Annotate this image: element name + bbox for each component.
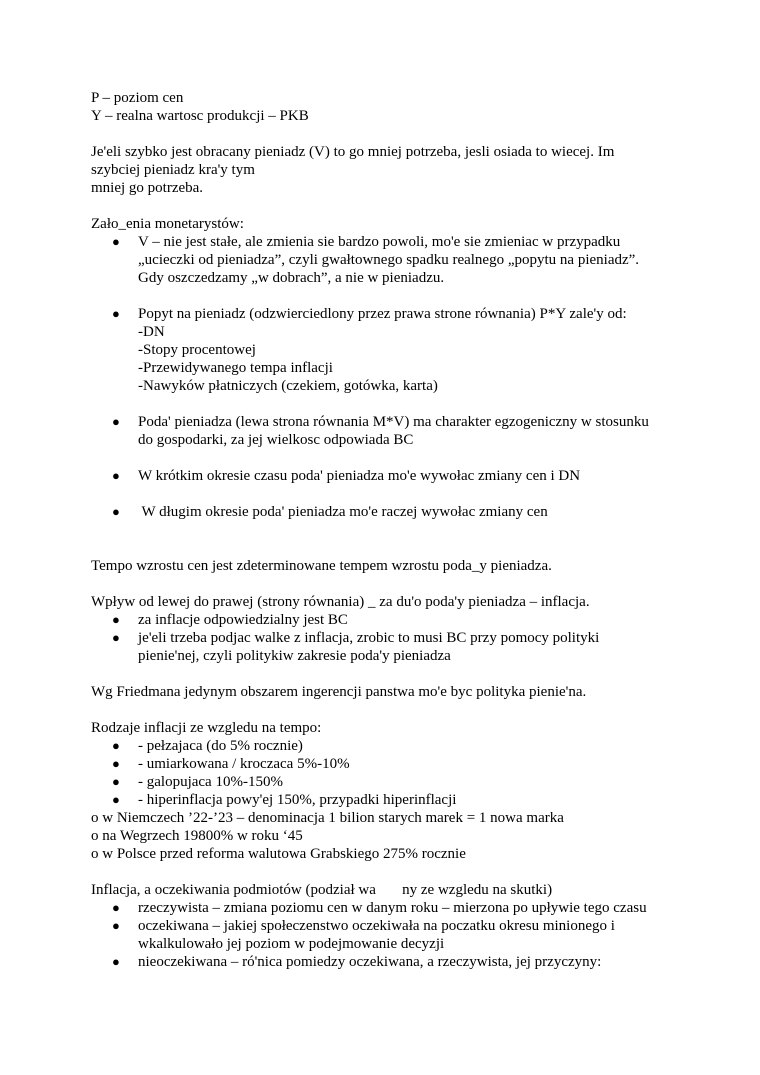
- list-item: [91, 773, 731, 791]
- section-title: Wpływ od lewej do prawej (strony równania) _ za du'o poda'y pieniadza – inflacja.: [91, 594, 590, 610]
- list-item: [91, 503, 731, 521]
- header-line: Y – realna wartosc produkcji – PKB: [91, 108, 309, 124]
- bullet-icon: ●: [112, 954, 120, 969]
- item-line: rzeczywista – zmiana poziomu cen w danym roku – mierzona po upływie tego czasu: [138, 900, 647, 916]
- section-title: Rodzaje inflacji ze wzgledu na tempo:: [91, 720, 322, 736]
- item-line: -DN: [138, 324, 165, 340]
- item-line: W krótkim okresie czasu poda' pieniadza mo'e wywołac zmiany cen i DN: [138, 468, 581, 484]
- section-title: Inflacja, a oczekiwania podmiotów (podział wa ny ze wzgledu na skutki): [91, 882, 553, 898]
- influence-list: [91, 611, 731, 665]
- bullet-icon: ●: [112, 774, 120, 789]
- bullet-icon: ●: [112, 468, 120, 483]
- case-line: o w Polsce przed reforma walutowa Grabskiego 275% rocznie: [91, 846, 466, 862]
- list-item: [91, 611, 731, 629]
- list-item: [91, 413, 731, 449]
- paragraph-line: Wg Friedmana jedynym obszarem ingerencji panstwa mo'e byc polityka pienie'na.: [91, 684, 587, 700]
- section-title: Zało_enia monetarystów:: [91, 216, 244, 232]
- bullet-icon: ●: [112, 414, 120, 429]
- case-line: o w Niemczech ’22-’23 – denominacja 1 bilion starych marek = 1 nowa marka: [91, 810, 564, 826]
- item-line: wkalkulowało jej poziom w podejmowanie decyzji: [138, 936, 445, 952]
- bullet-icon: ●: [112, 234, 120, 249]
- inflation-types-list: [91, 737, 731, 809]
- item-line: nieoczekiwana – ró'nica pomiedzy oczekiwana, a rzeczywista, jej przyczyny:: [138, 954, 602, 970]
- item-line: Gdy oszczedzamy „w dobrach”, a nie w pieniadzu.: [138, 270, 445, 286]
- item-line: Poda' pieniadza (lewa strona równania M*V) ma charakter egzogeniczny w stosunku: [138, 414, 649, 430]
- paragraph-line: szybciej pieniadz kra'y tym: [91, 162, 255, 178]
- item-line: za inflacje odpowiedzialny jest BC: [138, 612, 348, 628]
- item-line: V – nie jest stałe, ale zmienia sie bardzo powoli, mo'e sie zmieniac w przypadku: [138, 234, 621, 250]
- list-item: [91, 953, 731, 971]
- item-line: - galopujaca 10%-150%: [138, 774, 283, 790]
- list-item: [91, 305, 731, 395]
- bullet-icon: ●: [112, 306, 120, 321]
- paragraph-line: mniej go potrzeba.: [91, 180, 204, 196]
- list-item: [91, 791, 731, 809]
- list-item: [91, 755, 731, 773]
- item-line: Popyt na pieniadz (odzwierciedlony przez prawa strone równania) P*Y zale'y od:: [138, 306, 627, 322]
- item-line: -Przewidywanego tempa inflacji: [138, 360, 333, 376]
- item-line: oczekiwana – jakiej społeczenstwo oczekiwała na poczatku okresu minionego i: [138, 918, 615, 934]
- item-line: do gospodarki, za jej wielkosc odpowiada BC: [138, 432, 414, 448]
- bullet-icon: ●: [112, 738, 120, 753]
- item-line: W długim okresie poda' pieniadza mo'e raczej wywołac zmiany cen: [138, 504, 548, 520]
- document-page: [91, 89, 731, 971]
- bullet-icon: ●: [112, 792, 120, 807]
- item-line: pienie'nej, czyli politykiw zakresie poda'y pieniadza: [138, 648, 451, 664]
- header-line: P – poziom cen: [91, 90, 184, 106]
- paragraph-line: Tempo wzrostu cen jest zdeterminowane tempem wzrostu poda_y pieniadza.: [91, 558, 552, 574]
- item-line: -Nawyków płatniczych (czekiem, gotówka, karta): [138, 378, 438, 394]
- list-item: [91, 467, 731, 485]
- assumptions-list: [91, 233, 731, 521]
- bullet-icon: ●: [112, 756, 120, 771]
- item-line: - umiarkowana / kroczaca 5%-10%: [138, 756, 350, 772]
- bullet-icon: ●: [112, 918, 120, 933]
- bullet-icon: ●: [112, 630, 120, 645]
- bullet-icon: ●: [112, 612, 120, 627]
- list-item: [91, 899, 731, 917]
- bullet-icon: ●: [112, 504, 120, 519]
- item-line: - pełzajaca (do 5% rocznie): [138, 738, 303, 754]
- case-line: o na Wegrzech 19800% w roku ‘45: [91, 828, 303, 844]
- paragraph-line: Je'eli szybko jest obracany pieniadz (V) to go mniej potrzeba, jesli osiada to wiecej. Im: [91, 144, 615, 160]
- item-line: -Stopy procentowej: [138, 342, 256, 358]
- list-item: [91, 233, 731, 287]
- item-line: - hiperinflacja powy'ej 150%, przypadki hiperinflacji: [138, 792, 457, 808]
- list-item: [91, 737, 731, 755]
- item-line: je'eli trzeba podjac walke z inflacja, zrobic to musi BC przy pomocy polityki: [138, 630, 600, 646]
- expectations-list: [91, 899, 731, 971]
- list-item: [91, 917, 731, 953]
- list-item: [91, 629, 731, 665]
- item-line: „ucieczki od pieniadza”, czyli gwałtownego spadku realnego „popytu na pieniadz”.: [138, 252, 640, 268]
- bullet-icon: ●: [112, 900, 120, 915]
